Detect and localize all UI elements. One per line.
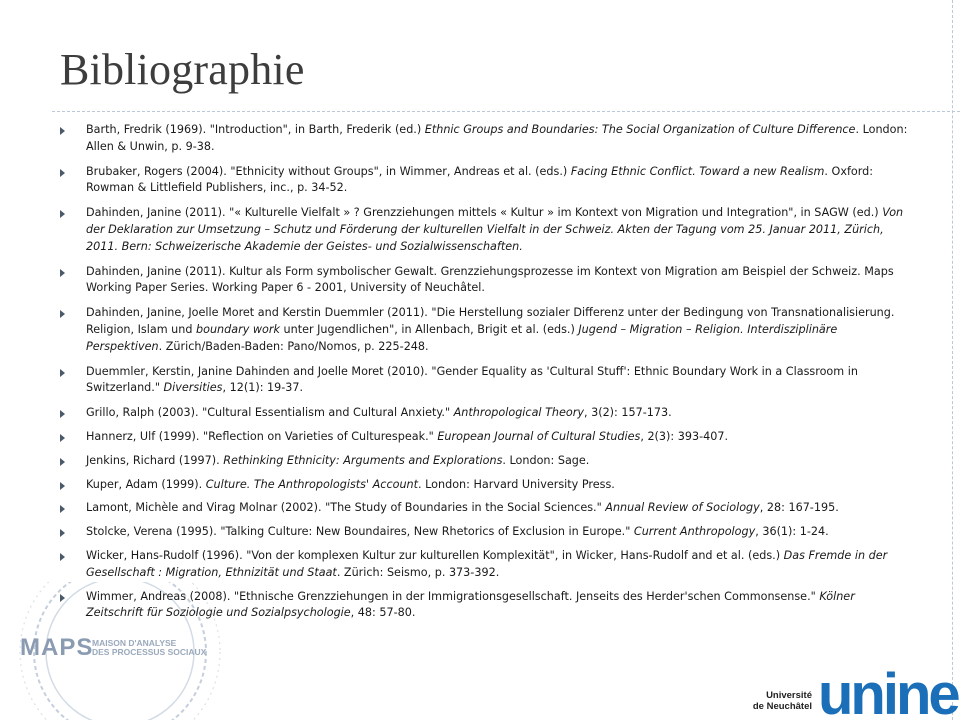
reference-item: [56, 477, 912, 494]
reference-item: [56, 305, 912, 355]
bullet-arrow-icon: [60, 458, 65, 466]
reference-title-italic: Kölner Zeitschrift für Soziologie und Sozialpsychologie: [86, 589, 855, 620]
reference-text: Brubaker, Rogers (2004). "Ethnicity without Groups", in Wimmer, Andreas et al. (eds.): [86, 164, 571, 178]
reference-title-italic: Culture. The Anthropologists' Account: [205, 477, 419, 491]
reference-item: [56, 405, 912, 422]
bullet-arrow-icon: [60, 482, 65, 490]
maps-subtitle-line1: MAISON D'ANALYSE: [92, 638, 177, 648]
page-title: Bibliographie: [60, 45, 305, 94]
reference-title-italic: Von der Deklaration zur Umsetzung – Schutz und Förderung der kulturellen Vielfalt in der Schweiz. Akten der Tagung vom 25. Januar 2011, Zürich, 2011. Bern: Schweizerische Akademie der Geistes- und Sozialwissenschaften.: [86, 206, 904, 253]
bullet-arrow-icon: [60, 553, 65, 561]
reference-text: , 36(1): 1-24.: [755, 525, 829, 539]
reference-text: . Zürich: Seismo, p. 373-392.: [336, 565, 500, 579]
bullet-arrow-icon: [60, 369, 65, 377]
maps-logo-wordmark: MAPS: [20, 634, 94, 661]
reference-text: Wicker, Hans-Rudolf (1996). "Von der komplexen Kultur zur kulturellen Komplexität", in Wicker, Hans-Rudolf and et al. (eds.): [86, 548, 784, 562]
reference-item: [56, 429, 912, 446]
reference-item: [56, 524, 912, 541]
reference-text: Grillo, Ralph (2003). "Cultural Essentialism and Cultural Anxiety.": [86, 406, 454, 420]
bullet-arrow-icon: [60, 529, 65, 537]
bullet-arrow-icon: [60, 434, 65, 442]
bullet-arrow-icon: [60, 594, 65, 602]
reference-title-italic: Annual Review of Sociology: [605, 501, 760, 515]
bibliography-list: [56, 122, 912, 629]
reference-text: Duemmler, Kerstin, Janine Dahinden and Joelle Moret (2010). "Gender Equality as 'Cultural Stuff': Ethnic Boundary Work in a Classroom in Switzerland.": [86, 364, 858, 395]
reference-text: , 12(1): 19-37.: [222, 381, 304, 395]
reference-title-italic: Diversities: [163, 381, 223, 395]
reference-text: . Zürich/Baden-Baden: Pano/Nomos, p. 225-248.: [158, 339, 429, 353]
reference-text: Barth, Fredrik (1969). "Introduction", in Barth, Frederik (ed.): [86, 123, 425, 136]
reference-text: . London: Harvard University Press.: [418, 477, 615, 491]
unine-logo-caption: [752, 690, 812, 712]
reference-text: Dahinden, Janine (2011). "« Kulturelle Vielfalt » ? Grenzziehungen mittels « Kultur » im Kontext von Migration und Integration", in SAGW (ed.): [86, 206, 883, 220]
unine-logo-wordmark: unine: [818, 662, 958, 727]
reference-title-italic: Jugend – Migration – Religion. Interdisziplinäre Perspektiven: [86, 322, 838, 353]
reference-title-italic: boundary work: [196, 322, 280, 336]
reference-item: [56, 264, 912, 298]
reference-title-italic: Das Fremde in der Gesellschaft : Migration, Ethnizität und Staat: [86, 548, 888, 579]
reference-title-italic: Facing Ethnic Conflict. Toward a new Realism: [570, 164, 825, 178]
reference-text: Kuper, Adam (1999).: [86, 477, 206, 491]
reference-item: [56, 589, 912, 623]
bullet-arrow-icon: [60, 505, 65, 513]
reference-text: Wimmer, Andreas (2008). "Ethnische Grenzziehungen in der Immigrationsgesellschaft. Jenseits des Herder'schen Commonsense.": [86, 589, 820, 603]
bullet-arrow-icon: [60, 210, 65, 218]
reference-title-italic: Rethinking Ethnicity: Arguments and Explorations: [223, 453, 503, 467]
maps-logo-subtitle: [92, 639, 206, 657]
bullet-arrow-icon: [60, 310, 65, 318]
reference-text: Stolcke, Verena (1995). "Talking Culture: New Boundaires, New Rhetorics of Exclusion in Europe.": [86, 525, 634, 539]
title-divider: [52, 111, 960, 112]
reference-text: Hannerz, Ulf (1999). "Reflection on Varieties of Culturespeak.": [86, 429, 438, 443]
reference-item: [56, 500, 912, 517]
reference-item: [56, 122, 912, 156]
reference-text: Dahinden, Janine, Joelle Moret and Kerstin Duemmler (2011). "Die Herstellung sozialer Differenz unter der Bedingung von Transnationalisierung. Religion, Islam und: [86, 306, 895, 336]
reference-title-italic: Anthropological Theory: [453, 406, 584, 420]
bullet-arrow-icon: [60, 269, 65, 277]
reference-item: [56, 453, 912, 470]
reference-item: [56, 548, 912, 582]
bullet-arrow-icon: [60, 169, 65, 177]
unine-caption-line1: Université: [766, 690, 812, 701]
unine-caption-line2: de Neuchâtel: [752, 701, 812, 712]
reference-text: . London: Allen & Unwin, p. 9-38.: [86, 123, 908, 153]
bullet-arrow-icon: [60, 127, 65, 135]
reference-title-italic: European Journal of Cultural Studies: [437, 429, 641, 443]
right-edge-divider: [952, 0, 953, 720]
maps-subtitle-line2: DES PROCESSUS SOCIAUX: [92, 647, 207, 657]
reference-text: Lamont, Michèle and Virag Molnar (2002). "The Study of Boundaries in the Social Sciences.": [86, 501, 606, 515]
reference-text: unter Jugendlichen", in Allenbach, Brigit et al. (eds.): [279, 322, 579, 336]
reference-text: . London: Sage.: [502, 453, 590, 467]
reference-text: , 2(3): 393-407.: [640, 429, 729, 443]
reference-title-italic: Ethnic Groups and Boundaries: The Social Organization of Culture Difference: [424, 123, 856, 136]
reference-text: . Oxford: Rowman & Littlefield Publishers, inc., p. 34-52.: [86, 164, 874, 195]
reference-item: [56, 205, 912, 255]
bullet-arrow-icon: [60, 410, 65, 418]
reference-text: , 28: 167-195.: [759, 501, 839, 515]
reference-item: [56, 164, 912, 198]
reference-text: , 48: 57-80.: [350, 606, 416, 620]
reference-item: [56, 364, 912, 398]
reference-text: Dahinden, Janine (2011). Kultur als Form symbolischer Gewalt. Grenzziehungsprozesse im Kontext von Migration am Beispiel der Schweiz. Maps Working Paper Series. Working Paper 6 - 2001, University of Neuchâtel.: [86, 264, 894, 295]
reference-text: , 3(2): 157-173.: [583, 406, 672, 420]
reference-title-italic: Current Anthropology: [633, 525, 756, 539]
reference-text: Jenkins, Richard (1997).: [86, 453, 224, 467]
